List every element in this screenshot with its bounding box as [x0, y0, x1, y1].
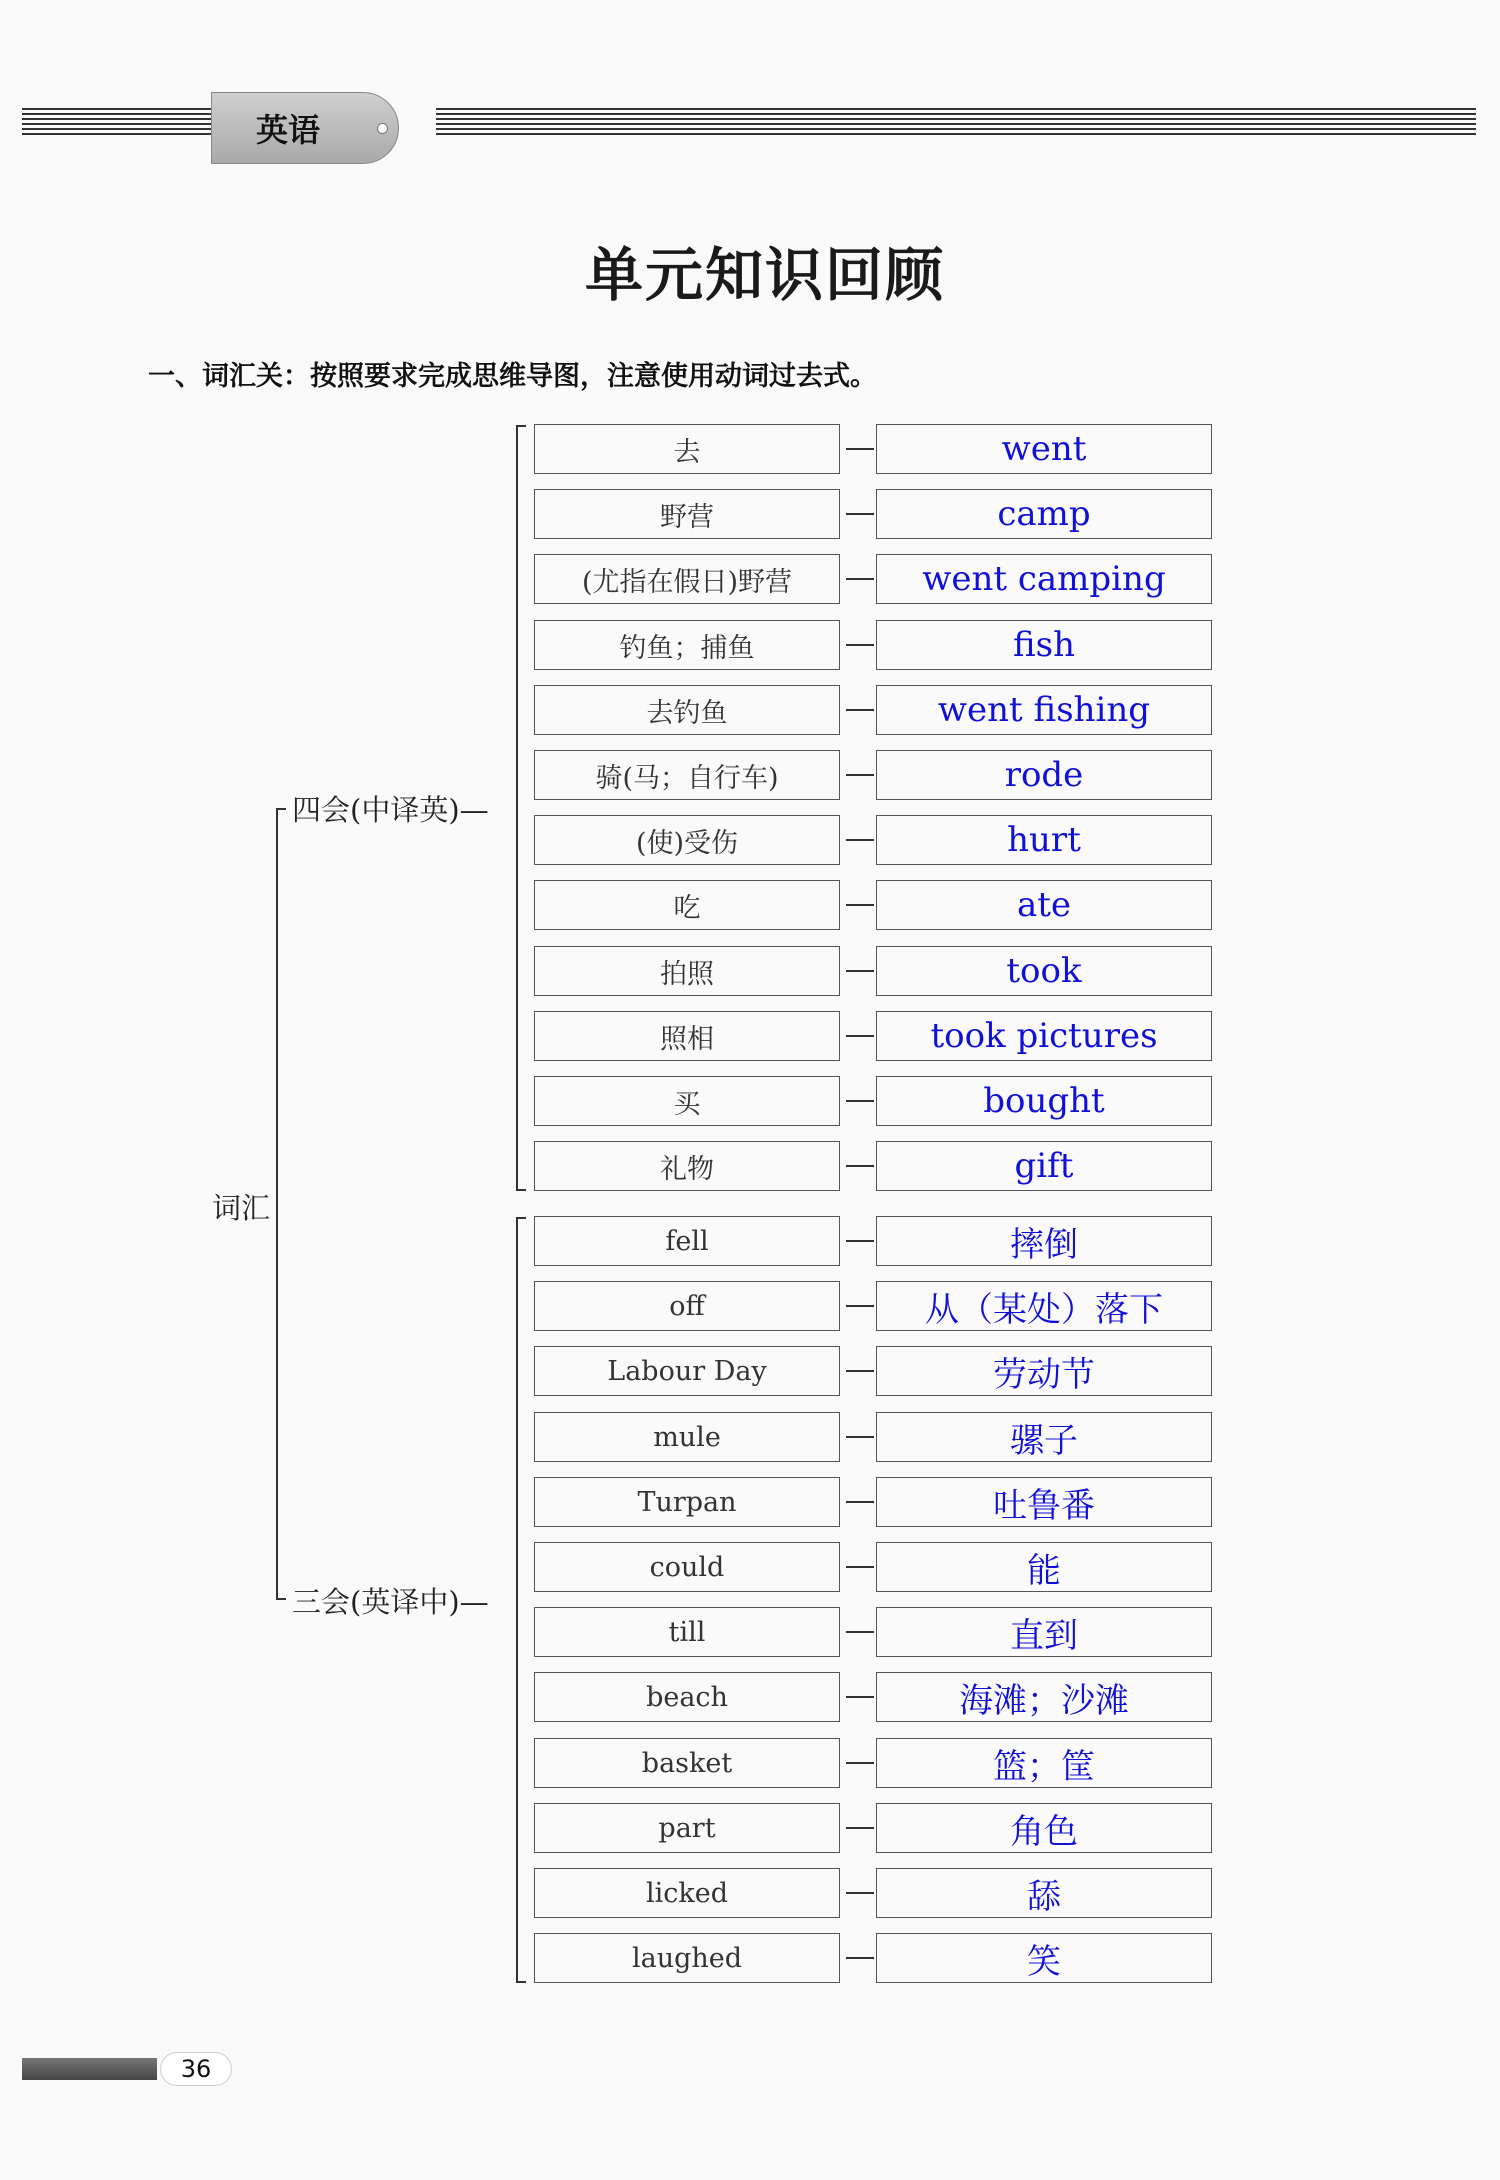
- answer-box: 直到: [876, 1607, 1212, 1657]
- group2-bracket: [516, 1217, 518, 1983]
- prompt-box: part: [534, 1803, 840, 1853]
- answer-box: 舔: [876, 1868, 1212, 1918]
- prompt-box: 去钓鱼: [534, 685, 840, 735]
- answer-box: 笑: [876, 1933, 1212, 1983]
- group1-bracket-bottom: [516, 1189, 526, 1191]
- connector-dash: [846, 448, 874, 450]
- answer-box: 角色: [876, 1803, 1212, 1853]
- connector-dash: [846, 1501, 874, 1503]
- answer-box: 篮；筐: [876, 1738, 1212, 1788]
- prompt-box: till: [534, 1607, 840, 1657]
- root-vertical-line: [276, 808, 278, 1600]
- prompt-box: beach: [534, 1672, 840, 1722]
- prompt-box: 吃: [534, 880, 840, 930]
- connector-dash: [846, 1100, 874, 1102]
- answer-box: hurt: [876, 815, 1212, 865]
- footer-bar: [22, 2058, 157, 2080]
- connector-dash: [846, 1305, 874, 1307]
- prompt-box: mule: [534, 1412, 840, 1462]
- answer-box: 从（某处）落下: [876, 1281, 1212, 1331]
- prompt-box: 买: [534, 1076, 840, 1126]
- prompt-box: 照相: [534, 1011, 840, 1061]
- prompt-box: off: [534, 1281, 840, 1331]
- connector-dash: [846, 1892, 874, 1894]
- connector-dash: [846, 1436, 874, 1438]
- connector-dash: [846, 513, 874, 515]
- connector-dash: [846, 1566, 874, 1568]
- group2-bracket-top: [516, 1217, 526, 1219]
- prompt-box: 拍照: [534, 946, 840, 996]
- connector-dash: [846, 1035, 874, 1037]
- connector-dash: [846, 1696, 874, 1698]
- connector-dash: [846, 578, 874, 580]
- connector-dash: [846, 774, 874, 776]
- group-label-four: 四会(中译英)—: [292, 793, 489, 827]
- connector-dash: [846, 1240, 874, 1242]
- connector-dash: [846, 970, 874, 972]
- prompt-box: laughed: [534, 1933, 840, 1983]
- instruction: 一、词汇关：按照要求完成思维导图，注意使用动词过去式。: [148, 361, 877, 392]
- prompt-box: Labour Day: [534, 1346, 840, 1396]
- answer-box: went: [876, 424, 1212, 474]
- subject-tab: [211, 92, 399, 164]
- connector-dash: [846, 904, 874, 906]
- prompt-box: 去: [534, 424, 840, 474]
- prompt-box: licked: [534, 1868, 840, 1918]
- header-rule-right: [436, 108, 1476, 148]
- subject-label: 英语: [256, 111, 321, 149]
- answer-box: camp: [876, 489, 1212, 539]
- answer-box: fish: [876, 620, 1212, 670]
- group-label-three: 三会(英译中)—: [292, 1585, 489, 1619]
- root-bottom-tick: [276, 1598, 286, 1600]
- page-number: 36: [160, 2052, 232, 2086]
- prompt-box: Turpan: [534, 1477, 840, 1527]
- group1-bracket: [516, 425, 518, 1191]
- group2-bracket-bottom: [516, 1981, 526, 1983]
- answer-box: went fishing: [876, 685, 1212, 735]
- connector-dash: [846, 644, 874, 646]
- connector-dash: [846, 1957, 874, 1959]
- group1-bracket-top: [516, 425, 526, 427]
- answer-box: 骡子: [876, 1412, 1212, 1462]
- answer-box: 劳动节: [876, 1346, 1212, 1396]
- root-top-tick: [276, 808, 286, 810]
- prompt-box: 骑(马；自行车): [534, 750, 840, 800]
- answer-box: 海滩；沙滩: [876, 1672, 1212, 1722]
- answer-box: 吐鲁番: [876, 1477, 1212, 1527]
- answer-box: went camping: [876, 554, 1212, 604]
- answer-box: took pictures: [876, 1011, 1212, 1061]
- prompt-box: 钓鱼；捕鱼: [534, 620, 840, 670]
- prompt-box: could: [534, 1542, 840, 1592]
- prompt-box: 野营: [534, 489, 840, 539]
- answer-box: bought: [876, 1076, 1212, 1126]
- connector-dash: [846, 1827, 874, 1829]
- connector-dash: [846, 709, 874, 711]
- prompt-box: 礼物: [534, 1141, 840, 1191]
- prompt-box: (尤指在假日)野营: [534, 554, 840, 604]
- prompt-box: (使)受伤: [534, 815, 840, 865]
- page-title: 单元知识回顾: [584, 241, 945, 309]
- connector-dash: [846, 839, 874, 841]
- answer-box: gift: [876, 1141, 1212, 1191]
- connector-dash: [846, 1631, 874, 1633]
- connector-dash: [846, 1370, 874, 1372]
- prompt-box: fell: [534, 1216, 840, 1266]
- answer-box: took: [876, 946, 1212, 996]
- answer-box: rode: [876, 750, 1212, 800]
- answer-box: ate: [876, 880, 1212, 930]
- connector-dash: [846, 1762, 874, 1764]
- connector-dash: [846, 1165, 874, 1167]
- answer-box: 能: [876, 1542, 1212, 1592]
- tree-root-label: 词汇: [212, 1191, 271, 1225]
- tab-dot-icon: [377, 123, 388, 134]
- prompt-box: basket: [534, 1738, 840, 1788]
- header-rule-left: [22, 108, 222, 148]
- answer-box: 摔倒: [876, 1216, 1212, 1266]
